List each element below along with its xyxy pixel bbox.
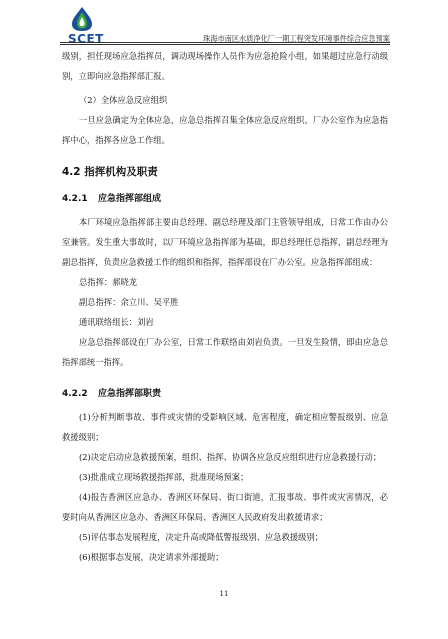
- paragraph: 应急总指挥部设在厂办公室，日常工作联络由刘岩负责。一旦发生险情，即由应急总指挥部统一指挥。: [62, 337, 388, 367]
- document-title: 珠海市南区水质净化厂一期工程突发环境事件综合应急预案: [203, 34, 390, 43]
- paragraph: 一旦应急确定为全体应急，应急总指挥召集全体应急反应组织。厂办公室作为应急指挥中心，指挥各应急工作组。: [62, 115, 388, 145]
- paragraph: 级别，担任现场应急指挥员，调动现场操作人员作为应急抢险小组，如果超过应急行动级别，立即向应急指挥部汇报。: [62, 51, 388, 81]
- section-title: 应急指挥部组成: [98, 194, 162, 204]
- member-line: 通讯联络组长：刘岩: [79, 317, 154, 327]
- section-number: 4.2.1: [62, 194, 88, 204]
- duty-item: (3)批准成立现场救援指挥部，批准现场预案；: [79, 472, 249, 482]
- logo-text: SCET: [68, 32, 104, 46]
- section-number: 4.2.2: [62, 389, 88, 399]
- duty-item: (5)评估事态发展程度，决定升高或降低警报级别、应急救援级别；: [79, 532, 324, 542]
- section-heading-4-2: 4.2 指挥机构及职责: [62, 166, 158, 178]
- header-divider: [60, 42, 390, 45]
- member-line: 总指挥：郝晓龙: [79, 277, 138, 287]
- scet-logo: [62, 6, 120, 44]
- section-heading-4-2-2: [62, 386, 388, 399]
- section-heading-4-2-1: [62, 191, 388, 204]
- logo-drop-icon: [62, 6, 102, 32]
- subheading: （2）全体应急反应组织: [79, 95, 168, 105]
- member-line: 副总指挥：余立川、吴平胜: [79, 297, 179, 307]
- page-header: [60, 6, 390, 46]
- duty-item: (4)报告香洲区应急办、香洲区环保局、街口街道，汇报事故、事件或灾害情况，必要时向从香洲区应急办、香洲区环保局、香洲区人民政府发出救援请求；: [62, 492, 388, 522]
- duty-item: (2)决定启动应急救援预案，组织、指挥、协调各应急反应组织进行应急救援行动；: [79, 452, 382, 462]
- section-title: 应急指挥部职责: [98, 389, 162, 399]
- page-body: [62, 46, 388, 567]
- duty-item: (6)根据事态发展，决定请求外部援助；: [79, 552, 224, 562]
- duty-item: (1)分析判断事故、事件或灾情的受影响区域、危害程度，确定相应警报级别、应急救援级别；: [62, 412, 388, 442]
- paragraph: 本厂环境应急指挥部主要由总经理、副总经理及部门主管领导组成，日常工作由办公室兼管。发生重大事故时，以厂环境应急指挥部为基础，即总经理任总指挥，副总经理为副总指挥，负责应急救援工作的组织和指挥，指挥部设在厂办公室。应急指挥部组成：: [62, 217, 388, 267]
- page-number: 11: [219, 590, 229, 598]
